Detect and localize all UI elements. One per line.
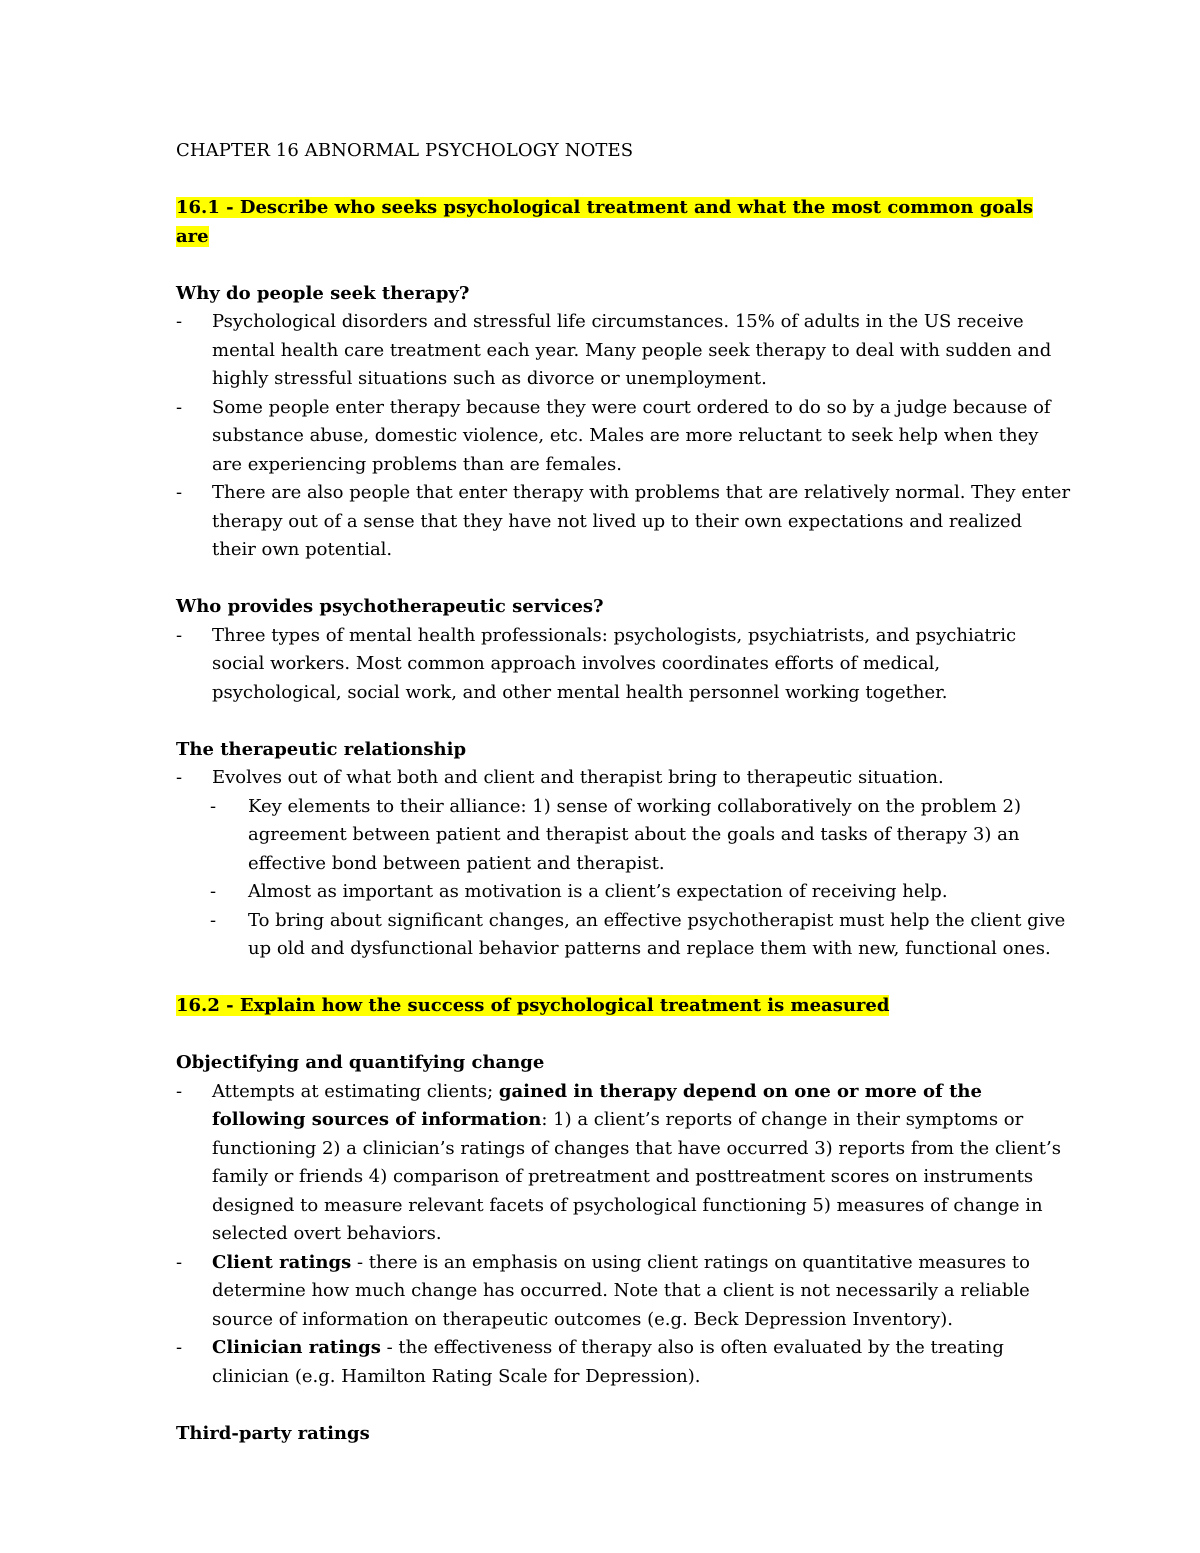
- subheading-third-party-ratings: Third-party ratings: [176, 1422, 370, 1444]
- section-heading-16-2: [176, 992, 1071, 1021]
- subheading-who-provides-services: Who provides psychotherapeutic services?: [176, 596, 604, 617]
- therapeutic-relationship-sublist: [176, 793, 1071, 964]
- list-item: [176, 394, 1071, 480]
- list-item: [176, 1334, 1071, 1391]
- bullet-dash: -: [176, 624, 183, 646]
- bullet-dash: -: [176, 482, 183, 503]
- bullet-dash: -: [176, 767, 183, 788]
- objectifying-change-list: [176, 1078, 1071, 1392]
- subheading-why-seek-therapy: Why do people seek therapy?: [176, 282, 470, 304]
- why-seek-therapy-list: [176, 308, 1071, 565]
- section-heading-16-1: [176, 194, 1071, 251]
- list-item-text-pre: Attempts at estimating clients;: [212, 1080, 499, 1102]
- highlighted-heading-text: 16.1 - Describe who seeks psychological treatment and what the most common goals are: [176, 197, 1033, 247]
- list-item-text: There are also people that enter therapy with problems that are relatively normal. They enter therapy out of a sense that they have not lived up to their own expectations and realized their own potential.: [212, 482, 1071, 560]
- subheading-objectifying-change: Objectifying and quantifying change: [176, 1052, 545, 1073]
- bullet-dash: -: [176, 1080, 183, 1102]
- list-item-text-bold: gained in therapy depend on one or more of the following sources of information: [212, 1080, 982, 1130]
- list-item: [176, 479, 1071, 565]
- highlighted-heading-text: 16.2 - Explain how the success of psychological treatment is measured: [176, 995, 890, 1016]
- list-item: [176, 764, 1071, 793]
- sublist-item-text: Almost as important as motivation is a client’s expectation of receiving help.: [248, 881, 948, 902]
- list-item: [176, 308, 1071, 394]
- sublist-item: [210, 878, 1071, 907]
- bullet-dash: -: [210, 795, 217, 817]
- sublist-item-text: Key elements to their alliance: 1) sense of working collaboratively on the problem 2) agreement between patient and therapist about the goals and tasks of therapy 3) an effective bond between patient and therapist.: [248, 795, 1021, 874]
- list-item: [176, 622, 1071, 708]
- list-item-text: Some people enter therapy because they were court ordered to do so by a judge because of substance abuse, domestic violence, etc. Males are more reluctant to seek help when they are experiencing problems than are females.: [212, 396, 1051, 475]
- list-item-text: Evolves out of what both and client and therapist bring to therapeutic situation.: [212, 767, 944, 788]
- sublist-item: [210, 793, 1071, 879]
- sublist-item-text: To bring about significant changes, an effective psychotherapist must help the client give up old and dysfunctional behavior patterns and replace them with new, functional ones.: [248, 909, 1066, 959]
- sublist-item: [210, 907, 1071, 964]
- list-item-text: Three types of mental health professionals: psychologists, psychiatrists, and psychiatric social workers. Most common approach involves coordinates efforts of medical, psychological, social work, and other mental health personnel working together.: [212, 624, 1017, 703]
- list-item: [176, 1249, 1071, 1335]
- bullet-dash: -: [176, 396, 183, 418]
- bullet-dash: -: [176, 1251, 183, 1273]
- bullet-dash: -: [210, 909, 217, 931]
- list-item: [176, 1078, 1071, 1249]
- subheading-therapeutic-relationship: The therapeutic relationship: [176, 738, 467, 760]
- bullet-dash: -: [210, 881, 217, 902]
- list-item-text-post: - there is an emphasis on using client ratings on quantitative measures to determine how much change has occurred. Note that a client is not necessarily a reliable source of information on therapeutic outcomes (e.g. Beck Depression Inventory).: [212, 1251, 1030, 1330]
- therapeutic-relationship-list: [176, 764, 1071, 793]
- list-item-text-post: : 1) a client’s reports of change in their symptoms or functioning 2) a clinician’s ratings of changes that have occurred 3) reports from the client’s family or friends 4) comparison of pretreatment and posttreatment scores on instruments designed to measure relevant facets of psychological functioning 5) measures of change in selected overt behaviors.: [212, 1109, 1061, 1244]
- document-page: [176, 137, 1071, 1448]
- list-item-text-post: - the effectiveness of therapy also is often evaluated by the treating clinician (e.g. Hamilton Rating Scale for Depression).: [212, 1337, 1004, 1387]
- clinician-ratings-term: Clinician ratings: [212, 1337, 381, 1358]
- client-ratings-term: Client ratings: [212, 1251, 352, 1273]
- document-title: CHAPTER 16 ABNORMAL PSYCHOLOGY NOTES: [176, 140, 634, 161]
- bullet-dash: -: [176, 1337, 183, 1358]
- bullet-dash: -: [176, 311, 183, 332]
- who-provides-list: [176, 622, 1071, 708]
- list-item-text: Psychological disorders and stressful life circumstances. 15% of adults in the US receive mental health care treatment each year. Many people seek therapy to deal with sudden and highly stressful situations such as divorce or unemployment.: [212, 311, 1052, 389]
